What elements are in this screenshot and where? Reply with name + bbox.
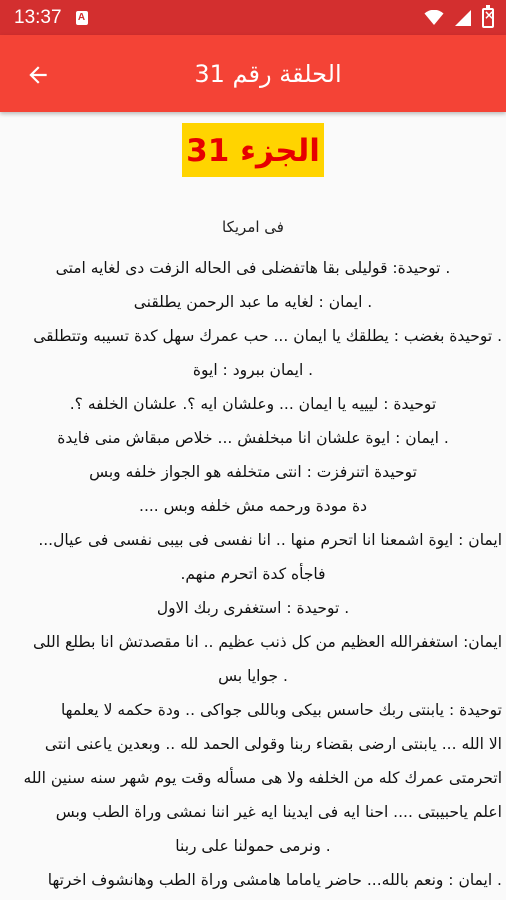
- story-line: توحيدة : يابنتى ربك حاسس بيكى وباللى جواكى .. ودة حكمه لا يعلمها: [60, 701, 502, 719]
- story-line: . توحيدة : استغفرى ربك الاول: [156, 599, 350, 617]
- part-heading-wrap: [0, 123, 506, 177]
- story-line: . ايمان : ايوة علشان انا مبخلفش ... خلاص مبقاش منى فايدة: [57, 429, 449, 447]
- page-title: الحلقة رقم 31: [194, 59, 342, 88]
- story-line: الا الله ... يابنتى ارضى بقضاء ربنا وقولى الحمد لله .. وبعدين ياعنى انتى: [44, 735, 502, 753]
- app-bar: [0, 35, 506, 112]
- story-line: دة مودة ورحمه مش خلفه وبس ....: [139, 497, 367, 515]
- story-line: ايمان : ايوة اشمعنا انا اتحرم منها .. انا نفسى فى بيبى نفسى فى عيال...: [38, 531, 502, 549]
- chapter-content[interactable]: [0, 112, 506, 900]
- story-line: . جوايا بس: [218, 667, 288, 685]
- story-line: اتحرمتى عمرك كله من الخلفه ولا هى مسأله وقت يوم شهر سنه سنين الله: [23, 769, 502, 787]
- signal-icon: [454, 9, 472, 27]
- status-left: [14, 7, 88, 29]
- story-line: . ايمان : ونعم بالله... حاضر ياماما هامشى وراة الطب وهانشوف اخرتها: [47, 871, 502, 889]
- status-bar: [0, 0, 506, 35]
- location-line: فى امريكا: [222, 218, 284, 236]
- battery-icon: [482, 8, 494, 28]
- status-right: [424, 8, 494, 28]
- story-text: [0, 251, 506, 897]
- story-line: توحيدة اتنرفزت : انتى متخلفه هو الجواز خلفه وبس: [89, 463, 417, 481]
- story-line: . ايمان ببرود : ايوة: [192, 361, 314, 379]
- story-line: توحيدة : ليييه يا ايمان ... وعلشان ايه ؟. علشان الخلفه ؟.: [69, 395, 437, 413]
- story-line: اعلم ياحبيبتى .... احنا ايه فى ايدينا ايه غير اننا نمشى وراة الطب وبس: [55, 803, 502, 821]
- story-line: . توحيدة: قوليلى بقا هاتفضلى فى الحاله الزفت دى لغايه امتى: [55, 259, 451, 277]
- story-line: . ونرمى حمولنا على ربنا: [175, 837, 331, 855]
- story-line: فاجأه كدة اتحرم منهم.: [180, 565, 326, 583]
- story-line: ايمان: استغفرالله العظيم من كل ذنب عظيم .. انا مقصدتش انا بطلع اللى: [33, 633, 502, 651]
- notification-icon: [76, 11, 88, 25]
- status-time: 13:37: [14, 6, 62, 28]
- part-heading: الجزء 31: [182, 123, 324, 177]
- notification-icon-letter: A: [77, 12, 86, 23]
- story-line: . توحيدة بغضب : يطلقك يا ايمان ... حب عمرك سهل كدة تسيبه وتتطلقى: [33, 327, 502, 345]
- wifi-icon: [424, 10, 444, 26]
- story-line: . ايمان : لغايه ما عبد الرحمن يطلقنى: [133, 293, 373, 311]
